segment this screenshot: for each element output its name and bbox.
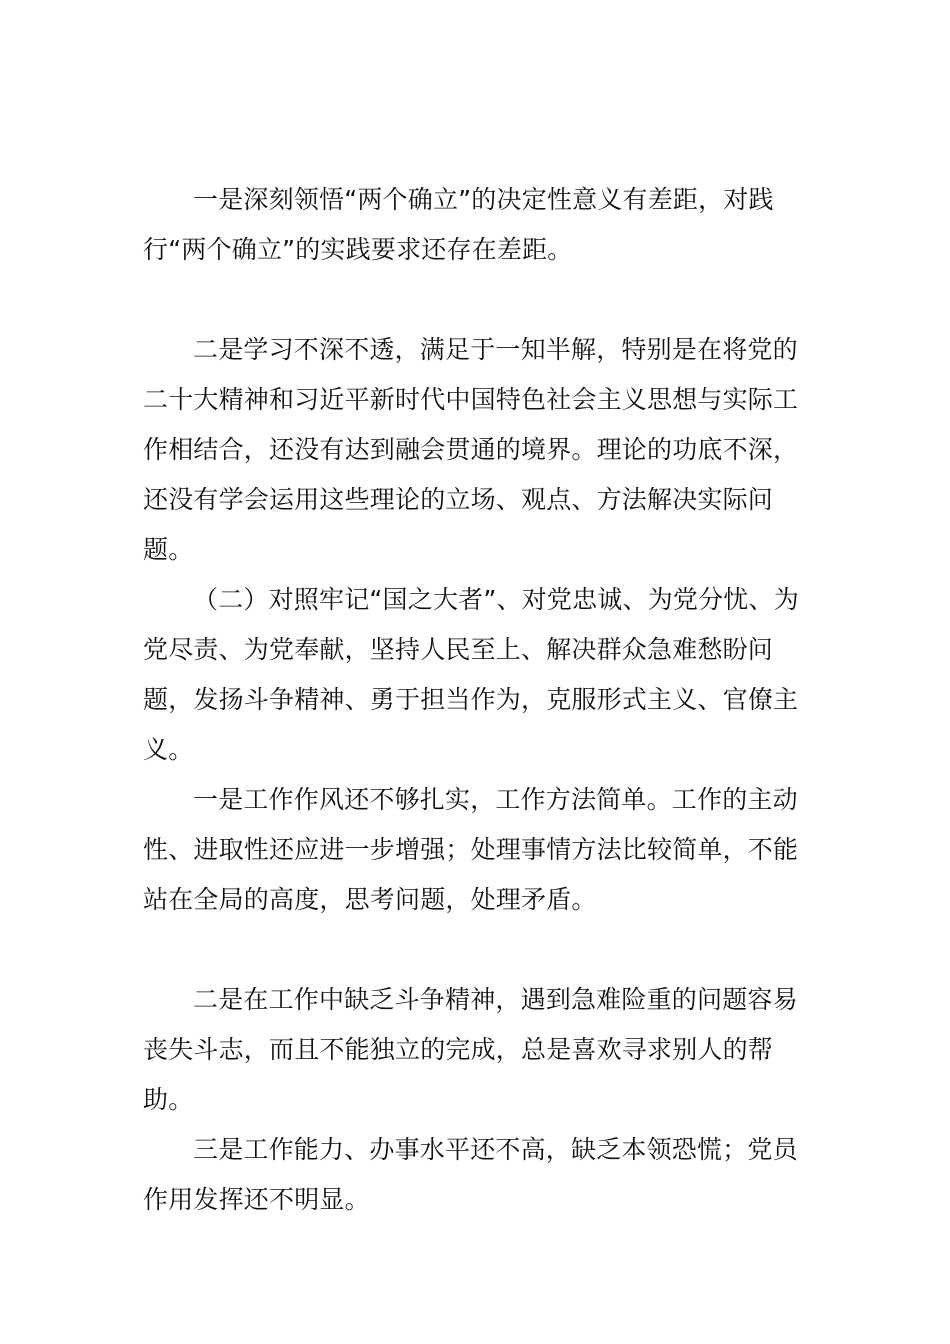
paragraph-5: 二是在工作中缺乏斗争精神，遇到急难险重的问题容易丧失斗志，而且不能独立的完成，总是喜欢寻求别人的帮助。 bbox=[143, 985, 798, 1114]
paragraph-4: 一是工作作风还不够扎实，工作方法简单。工作的主动性、进取性还应进一步增强；处理事情方法比较简单，不能站在全局的高度，思考问题，处理矛盾。 bbox=[143, 785, 799, 914]
paragraph-3: （二）对照牢记“国之大者”、对党忠诚、为党分忧、为党尽责、为党奉献，坚持人民至上、解决群众急难愁盼问题，发扬斗争精神、勇于担当作为，克服形式主义、官僚主义。 bbox=[143, 585, 799, 764]
paragraph-1: 一是深刻领悟“两个确立”的决定性意义有差距，对践行“两个确立”的实践要求还存在差距。 bbox=[143, 185, 774, 264]
paragraph-2: 二是学习不深不透，满足于一知半解，特别是在将党的二十大精神和习近平新时代中国特色社会主义思想与实际工作相结合，还没有达到融会贯通的境界。理论的功底不深，还没有学会运用这些理论的立场、观点、方法解决实际问题。 bbox=[143, 335, 799, 564]
paragraph-6: 三是工作能力、办事水平还不高，缺乏本领恐慌；党员作用发挥还不明显。 bbox=[143, 1135, 798, 1214]
